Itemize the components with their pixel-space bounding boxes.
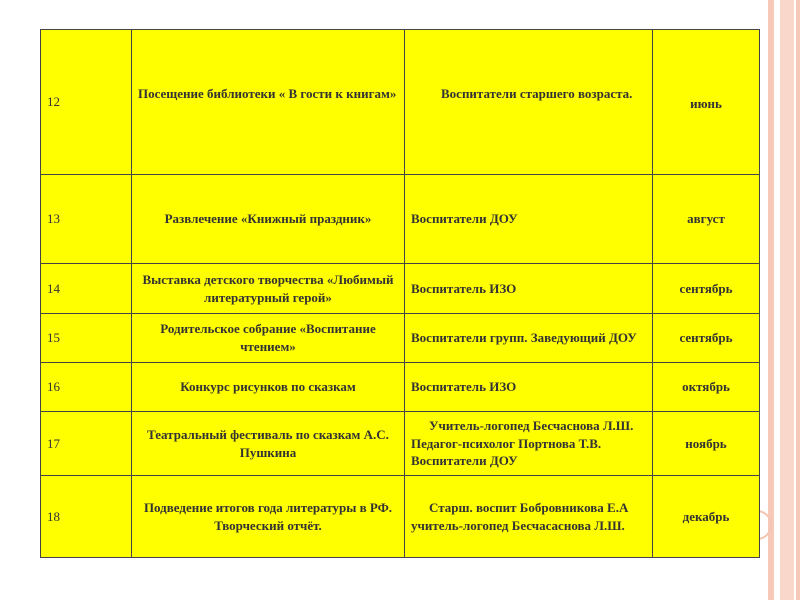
decorative-stripe [796,0,800,600]
table-row [41,30,760,175]
row-number: 15 [41,314,132,363]
month-cell: октябрь [653,363,760,412]
table-row [41,412,760,476]
month-cell: ноябрь [653,412,760,476]
month-cell: июнь [653,30,760,175]
month-cell: сентябрь [653,314,760,363]
decorative-stripe [768,0,774,600]
row-number: 14 [41,264,132,314]
event-cell: Подведение итогов года литературы в РФ. Творческий отчёт. [132,476,405,558]
responsible-cell: Воспитатель ИЗО [405,363,653,412]
table-row [41,314,760,363]
month-cell: август [653,175,760,264]
row-number: 12 [41,30,132,175]
event-cell: Выставка детского творчества «Любимый литературный герой» [132,264,405,314]
event-cell: Театральный фестиваль по сказкам А.С. Пушкина [132,412,405,476]
table-row [41,476,760,558]
row-number: 13 [41,175,132,264]
month-cell: декабрь [653,476,760,558]
event-plan-table [40,29,760,558]
responsible-cell: Воспитатели старшего возраста. [405,30,653,175]
decorative-stripe [780,0,794,600]
responsible-cell: Старш. воспит Бобровникова Е.А учитель-логопед Бесчасаснова Л.Ш. [405,476,653,558]
event-cell: Развлечение «Книжный праздник» [132,175,405,264]
row-number: 17 [41,412,132,476]
event-cell: Конкурс рисунков по сказкам [132,363,405,412]
table-row [41,264,760,314]
table-row [41,175,760,264]
responsible-cell: Воспитатель ИЗО [405,264,653,314]
row-number: 18 [41,476,132,558]
responsible-cell: Учитель-логопед Бесчаснова Л.Ш. Педагог-психолог Портнова Т.В. Воспитатели ДОУ [405,412,653,476]
event-cell: Родительское собрание «Воспитание чтением» [132,314,405,363]
event-cell: Посещение библиотеки « В гости к книгам» [132,30,405,175]
table-row [41,363,760,412]
row-number: 16 [41,363,132,412]
responsible-cell: Воспитатели ДОУ [405,175,653,264]
responsible-cell: Воспитатели групп. Заведующий ДОУ [405,314,653,363]
month-cell: сентябрь [653,264,760,314]
